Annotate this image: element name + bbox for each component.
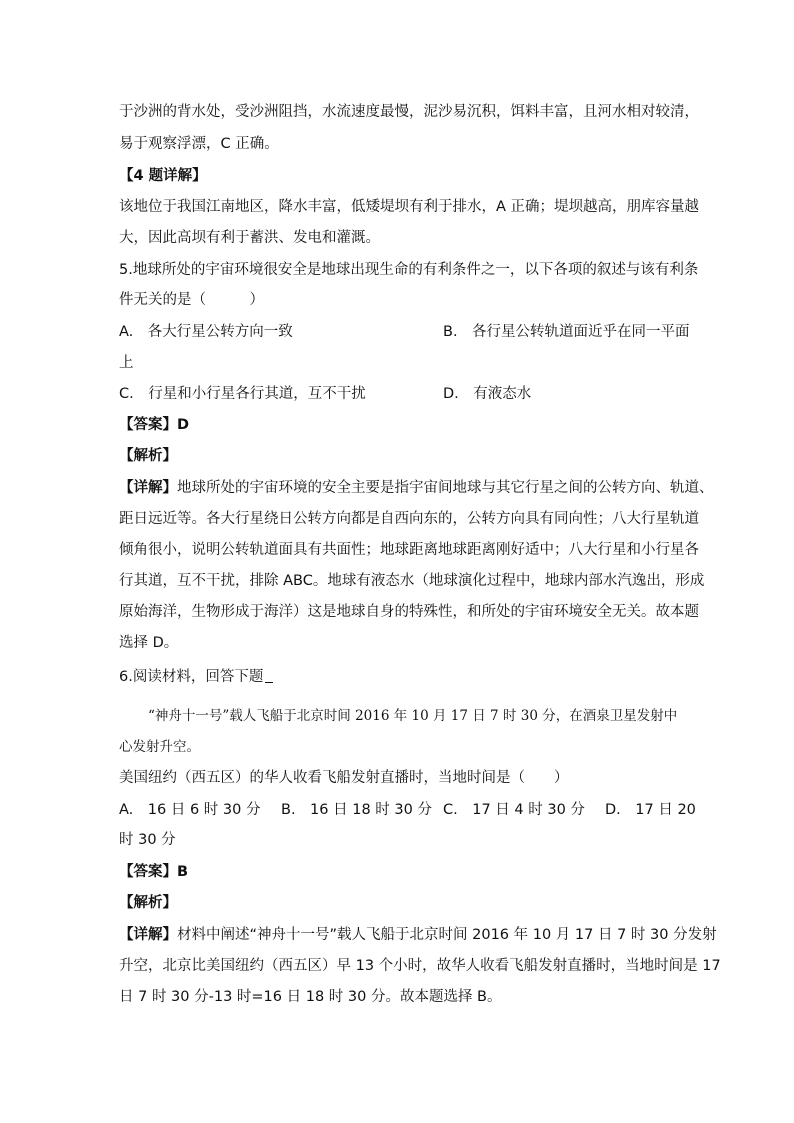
detail-text: 地球所处的宇宙环境的安全主要是指宇宙间地球与其它行星之间的公转方向、轨道、 [177, 480, 714, 496]
detail-tag: 【详解】 [119, 480, 177, 496]
paragraph-line: 该地位于我国江南地区，降水丰富，低矮堤坝有利于排水，A 正确；堤坝越高，朋库容量越 [119, 199, 700, 215]
q5-detail-line: 倾角很小，说明公转轨道面具有共面性；地球距离地球距离刚好适中；八大行星和小行星各 [119, 542, 699, 558]
q6-stem [119, 667, 675, 687]
q5-option-b-continued: 上 [119, 355, 134, 371]
q5-answer: 【答案】D [119, 417, 190, 433]
q5-stem: 5.地球所处的宇宙环境很安全是地球出现生命的有利条件之一，以下各项的叙述与该有利条 [119, 262, 699, 278]
q6-answer: 【答案】B [119, 864, 189, 880]
q5-detail-line: 距日远近等。各大行星绕日公转方向都是自西向东的，公转方向具有同向性；八大行星轨道 [119, 511, 699, 527]
q5-detail-line [119, 478, 714, 498]
paragraph-line: 易于观察浮漂，C 正确。 [119, 136, 279, 152]
q6-option-d-continued: 时 30 分 [119, 832, 176, 848]
underline-mark [265, 682, 273, 683]
q5-option-c: C. 行星和小行星各行其道，互不干扰 [119, 386, 366, 402]
detail-text: 材料中阐述“神舟十一号”载人飞船于北京时间 2016 年 10 月 17 日 7 时 30 分发射 [177, 927, 717, 943]
q5-analysis-heading: 【解析】 [119, 448, 177, 464]
q5-detail-line: 选择 D。 [119, 635, 179, 651]
q6-detail-line [119, 925, 717, 945]
q6-question: 美国纽约（西五区）的华人收看飞船发射直播时，当地时间是（ ） [119, 770, 569, 786]
q6-analysis-heading: 【解析】 [119, 895, 177, 911]
q6-detail-line: 日 7 时 30 分-13 时=16 日 18 时 30 分。故本题选择 B。 [119, 989, 502, 1005]
paragraph-line: 大，因此高坝有利于蓄洪、发电和灌溉。 [119, 230, 380, 246]
paragraph-line: 于沙洲的背水处，受沙洲阻挡，水流速度最慢，泥沙易沉积，饵料丰富，且河水相对较清， [119, 104, 699, 120]
q6-option-d: D. 17 日 20 [605, 802, 696, 818]
q6-option-b: B. 16 日 18 时 30 分 [281, 802, 432, 818]
q6-material: “神舟十一号”载人飞船于北京时间 2016 年 10 月 17 日 7 时 30 分，在酒泉卫星发射中 [148, 708, 678, 724]
q6-option-c: C. 17 日 4 时 30 分 [443, 802, 585, 818]
q5-option-b: B. 各行星公转轨道面近乎在同一平面 [443, 324, 690, 340]
q6-material: 心发射升空。 [119, 739, 200, 755]
q6-stem-text: 6.阅读材料，回答下题 [119, 669, 264, 685]
q5-stem: 件无关的是（ ） [119, 292, 264, 308]
q6-detail-line: 升空，北京比美国纽约（西五区）早 13 个小时，故华人收看飞船发射直播时，当地时间是 17 [119, 958, 721, 974]
detail-tag: 【详解】 [119, 927, 177, 943]
q5-option-d: D. 有液态水 [443, 386, 532, 402]
q5-option-a: A. 各大行星公转方向一致 [119, 324, 293, 340]
q5-detail-line: 行其道，互不干扰，排除 ABC。地球有液态水（地球演化过程中，地球内部水汽逸出，形成 [119, 573, 705, 589]
q5-detail-line: 原始海洋，生物形成于海洋）这是地球自身的特殊性，和所处的宇宙环境安全无关。故本题 [119, 604, 699, 620]
q6-option-a: A. 16 日 6 时 30 分 [119, 802, 261, 818]
q4-detail-heading: 【4 题详解】 [119, 168, 207, 184]
